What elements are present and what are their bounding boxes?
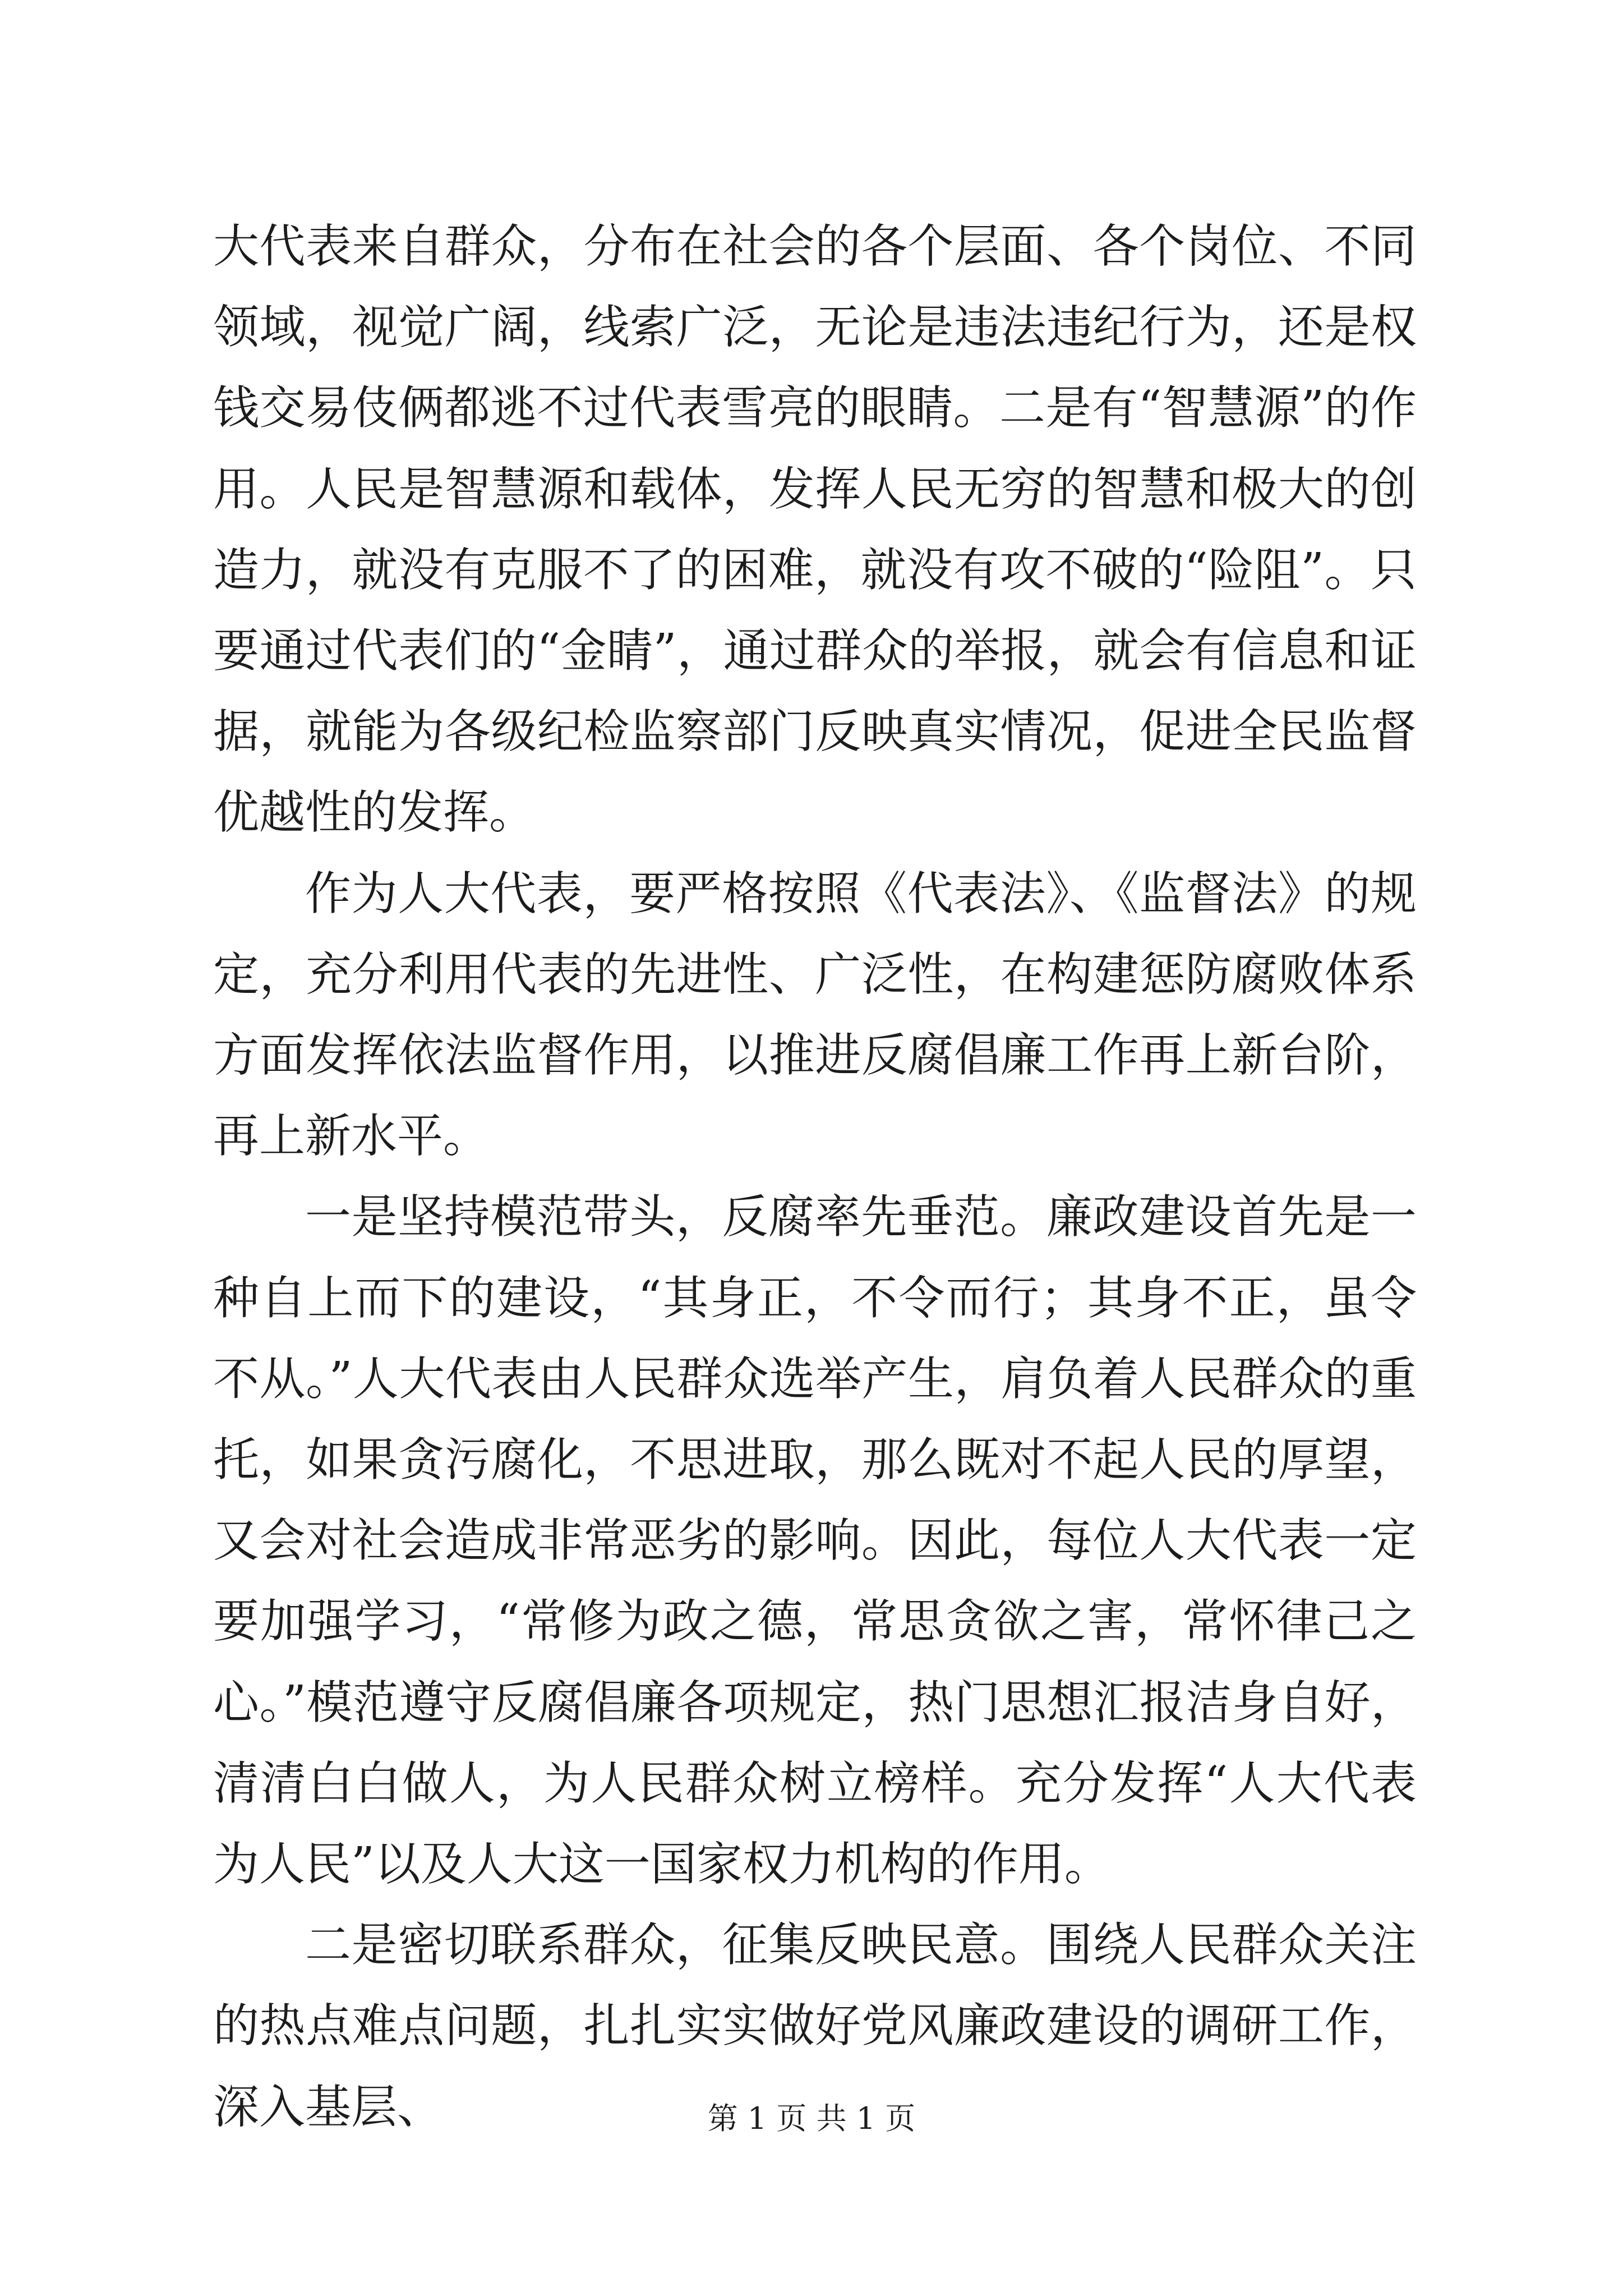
paragraph-4: 二是密切联系群众，征集反映民意。围绕人民群众关注的热点难点问题，扎扎实实做好党风廉政建设的调研工作，深入基层、: [213, 1918, 1417, 2134]
document-body: [213, 206, 1417, 2148]
paragraph-3: 一是坚持模范带头，反腐率先垂范。廉政建设首先是一种自上而下的建设，“其身正，不令而行；其身不正，虽令不从。”人大代表由人民群众选举产生，肩负着人民群众的重托，如果贪污腐化，不思进取，那么既对不起人民的厚望，又会对社会造成非常恶劣的影响。因此，每位人大代表一定要加强学习，“常修为政之德，常思贪欲之害，常怀律己之心。”模范遵守反腐倡廉各项规定，热门思想汇报洁身自好，清清白白做人，为人民群众树立榜样。充分发挥“人大代表为人民”以及人大这一国家权力机构的作用。: [213, 1190, 1417, 1892]
paragraph-1: 大代表来自群众，分布在社会的各个层面、各个岗位、不同领域，视觉广阔，线索广泛，无论是违法违纪行为，还是权钱交易伎俩都逃不过代表雪亮的眼睛。二是有“智慧源”的作用。人民是智慧源和载体，发挥人民无穷的智慧和极大的创造力，就没有克服不了的困难，就没有攻不破的“险阻”。只要通过代表们的“金睛”，通过群众的举报，就会有信息和证据，就能为各级纪检监察部门反映真实情况，促进全民监督优越性的发挥。: [213, 220, 1417, 840]
page-number-footer: 第 1 页 共 1 页: [707, 2101, 916, 2136]
paragraph-2: 作为人大代表，要严格按照《代表法》、《监督法》的规定，充分利用代表的先进性、广泛性，在构建惩防腐败体系方面发挥依法监督作用，以推进反腐倡廉工作再上新台阶，再上新水平。: [213, 867, 1417, 1163]
